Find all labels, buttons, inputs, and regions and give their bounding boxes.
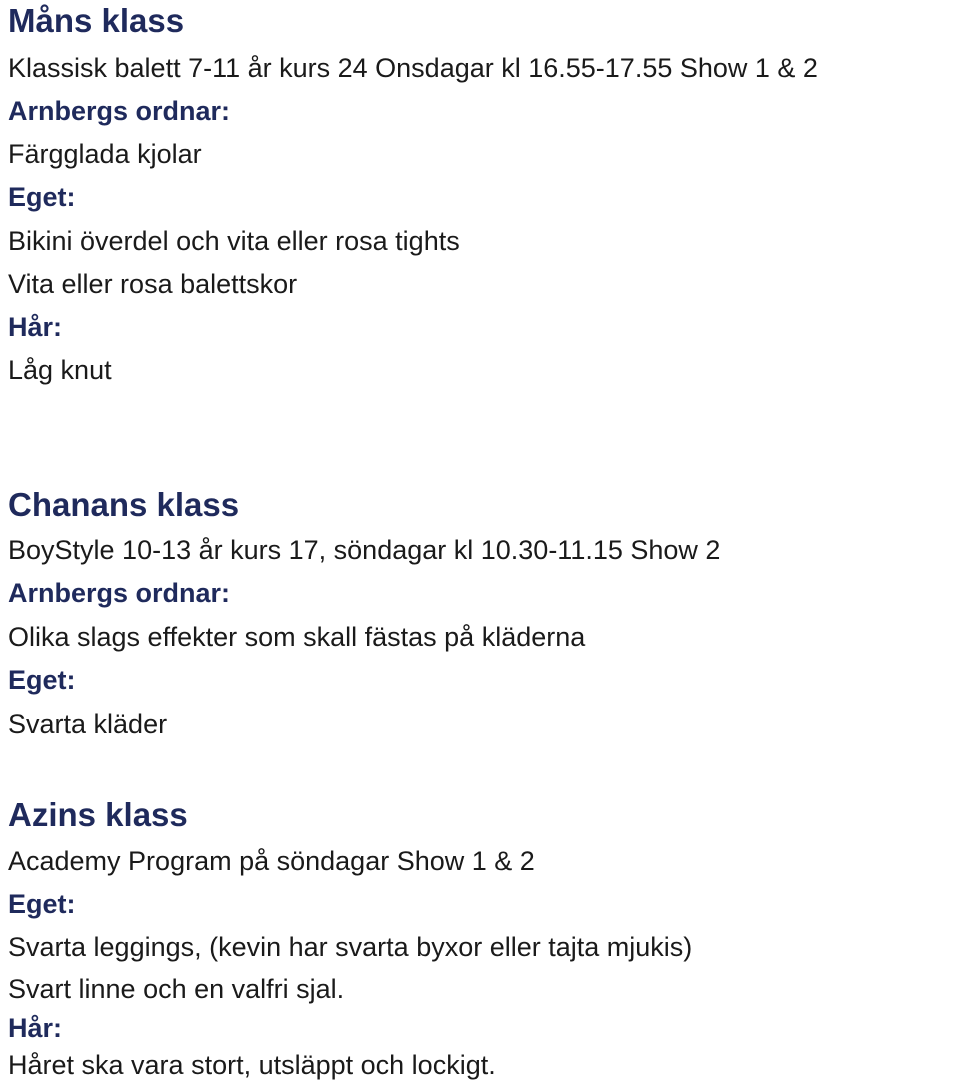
section-heading-chanans: Chanans klass [8,486,240,523]
har-item-mans-0: Låg knut [8,355,112,385]
label-eget-chanans: Eget: [8,665,76,695]
label-eget-azins: Eget: [8,889,76,919]
label-har-azins: Hår: [8,1013,63,1043]
label-arnbergs-mans: Arnbergs ordnar: [8,96,231,126]
har-item-azins-0: Håret ska vara stort, utsläppt och lockigt. [8,1050,496,1080]
eget-item-chanans-0: Svarta kläder [8,709,168,739]
section-info-azins: Academy Program på söndagar Show 1 & 2 [8,846,535,876]
label-har-mans: Hår: [8,312,63,342]
label-eget-mans: Eget: [8,182,76,212]
section-info-mans: Klassisk balett 7-11 år kurs 24 Onsdagar kl 16.55-17.55 Show 1 & 2 [8,53,818,83]
arnbergs-item-chanans-0: Olika slags effekter som skall fästas på kläderna [8,622,586,652]
section-heading-azins: Azins klass [8,796,188,833]
eget-item-mans-1: Vita eller rosa balettskor [8,269,298,299]
eget-item-azins-1: Svart linne och en valfri sjal. [8,974,345,1004]
label-arnbergs-chanans: Arnbergs ordnar: [8,578,231,608]
arnbergs-item-mans-0: Färgglada kjolar [8,139,202,169]
eget-item-azins-0: Svarta leggings, (kevin har svarta byxor eller tajta mjukis) [8,932,693,962]
section-heading-mans: Måns klass [8,2,185,39]
section-info-chanans: BoyStyle 10-13 år kurs 17, söndagar kl 10.30-11.15 Show 2 [8,535,721,565]
eget-item-mans-0: Bikini överdel och vita eller rosa tights [8,226,460,256]
